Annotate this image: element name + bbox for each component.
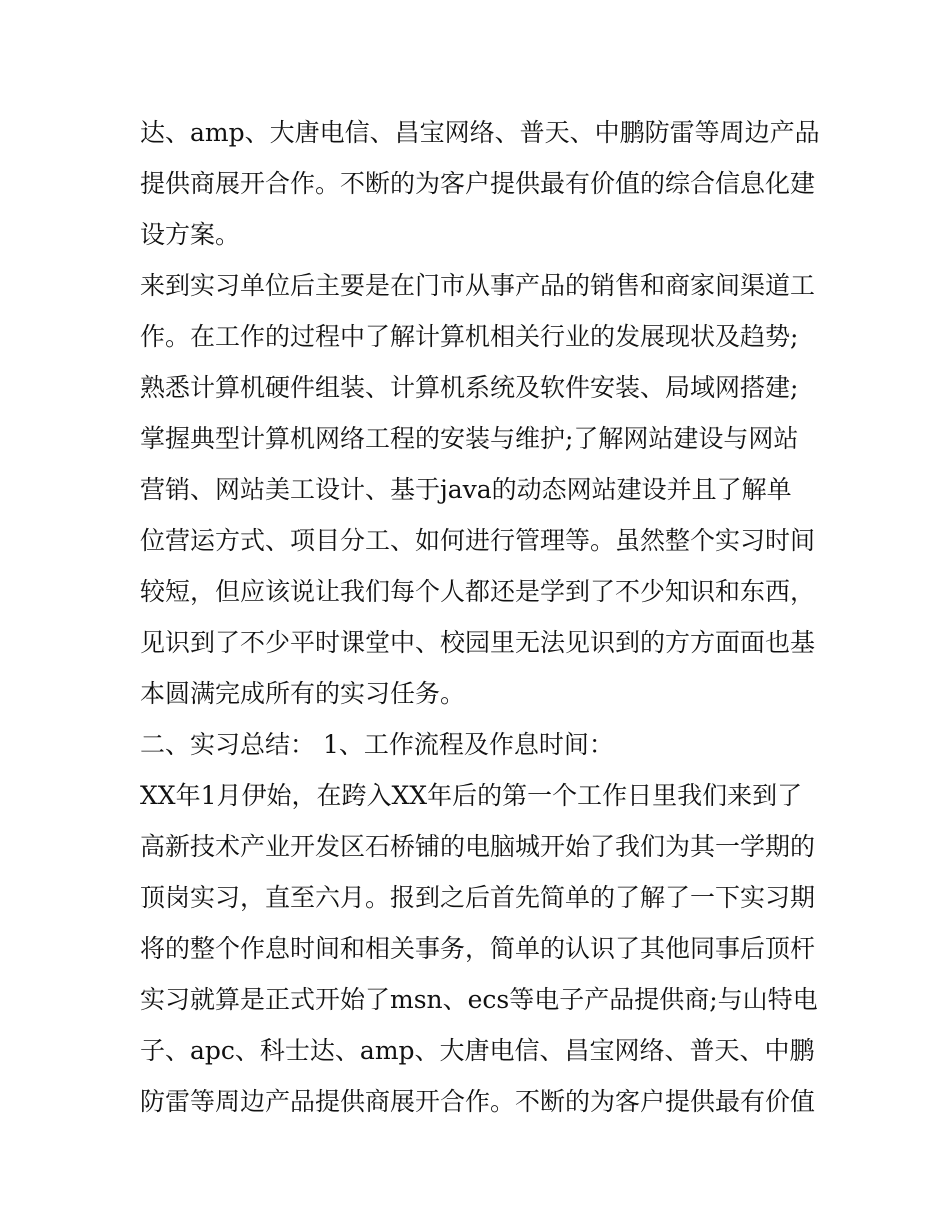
text-line: 见识到了不少平时课堂中、校园里无法见识到的方方面面也基 — [140, 628, 816, 657]
text-line: 较短，但应该说让我们每个人都还是学到了不少知识和东西， — [140, 577, 816, 606]
text-line: 熟悉计算机硬件组装、计算机系统及软件安装、局域网搭建; — [140, 373, 799, 402]
text-line: 防雷等周边产品提供商展开合作。不断的为客户提供最有价值 — [140, 1087, 816, 1116]
document-body — [140, 107, 820, 1127]
text-line: 位营运方式、项目分工、如何进行管理等。虽然整个实习时间 — [140, 526, 816, 555]
text-line: 来到实习单位后主要是在门市从事产品的销售和商家间渠道工 — [140, 271, 816, 300]
text-line: 高新技术产业开发区石桥铺的电脑城开始了我们为其一学期的 — [140, 832, 816, 861]
text-line: 实习就算是正式开始了msn、ecs等电子产品提供商;与山特电 — [140, 985, 818, 1014]
text-line: 掌握典型计算机网络工程的安装与维护;了解网站建设与网站 — [140, 424, 799, 453]
text-line: 本圆满完成所有的实习任务。 — [140, 679, 466, 708]
text-line: 顶岗实习，直至六月。报到之后首先简单的了解了一下实习期 — [140, 883, 816, 912]
text-line: 营销、网站美工设计、基于java的动态网站建设并且了解单 — [140, 475, 792, 504]
text-line: 子、apc、科士达、amp、大唐电信、昌宝网络、普天、中鹏 — [140, 1036, 815, 1065]
text-line: 将的整个作息时间和相关事务，简单的认识了其他同事后顶杆 — [140, 934, 816, 963]
text-line: 提供商展开合作。不断的为客户提供最有价值的综合信息化建 — [140, 169, 816, 198]
text-line: XX年1月伊始，在跨入XX年后的第一个工作日里我们来到了 — [140, 781, 803, 810]
text-line: 作。在工作的过程中了解计算机相关行业的发展现状及趋势; — [140, 322, 799, 351]
text-line: 设方案。 — [140, 220, 241, 249]
text-line: 达、amp、大唐电信、昌宝网络、普天、中鹏防雷等周边产品 — [140, 118, 820, 147]
section-heading: 二、实习总结： 1、工作流程及作息时间： — [140, 730, 614, 759]
